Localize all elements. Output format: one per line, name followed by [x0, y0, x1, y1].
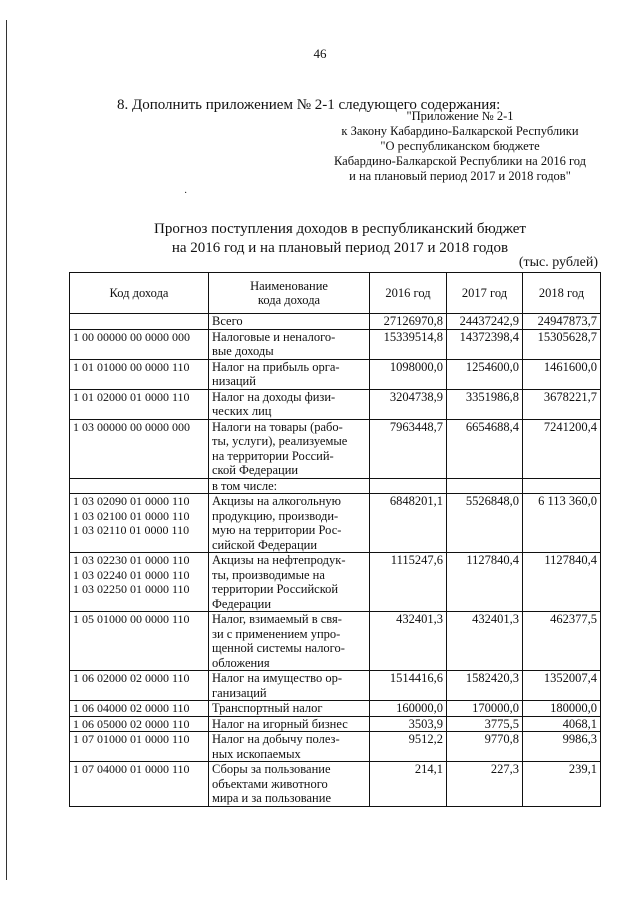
amount-2016: 6848201,1: [370, 494, 447, 553]
table-row: [70, 478, 601, 494]
table-row: [70, 359, 601, 389]
amount-2017: 9770,8: [447, 732, 523, 762]
amendment-intro: 8. Дополнить приложением № 2-1 следующего содержания:: [117, 97, 501, 113]
title-line: на 2016 год и на плановый период 2017 и 2018 годов: [171, 240, 509, 256]
table-row: [70, 671, 601, 701]
income-code-cell: [70, 732, 209, 762]
appendix-note-line: к Закону Кабардино-Балкарской Республики: [341, 124, 579, 138]
income-code-cell: [70, 716, 209, 732]
header-name-line: Наименование: [250, 278, 328, 293]
income-code-cell: [70, 419, 209, 478]
income-code: 1 00 00000 00 0000 000: [73, 329, 190, 344]
income-name-line: Налог на доходы физи-: [212, 389, 336, 404]
income-name-cell: [209, 494, 370, 553]
income-name-cell: [209, 389, 370, 419]
income-name-line: на территории Россий-: [212, 448, 334, 463]
amount-2016: 27126970,8: [370, 314, 447, 330]
income-code: 1 06 05000 02 0000 110: [73, 716, 190, 731]
amount-2018: 6 113 360,0: [523, 494, 601, 553]
amount-2018: 15305628,7: [523, 329, 601, 359]
amount-2018: 1352007,4: [523, 671, 601, 701]
income-name-cell: [209, 732, 370, 762]
amount-2016: 432401,3: [370, 612, 447, 671]
income-code: 1 03 02250 01 0000 110: [73, 582, 190, 596]
table-row: [70, 732, 601, 762]
amount-2016: 1514416,6: [370, 671, 447, 701]
amount-2016: 214,1: [370, 762, 447, 807]
income-name-line: Федерации: [212, 596, 272, 611]
income-name-cell: [209, 671, 370, 701]
appendix-note: [320, 109, 600, 184]
income-name-line: продукцию, производи-: [212, 508, 339, 523]
appendix-note-line: "Приложение № 2-1: [406, 109, 514, 123]
amount-2018: 1461600,0: [523, 359, 601, 389]
table-body: [70, 314, 601, 807]
income-name-cell: [209, 762, 370, 807]
header-name: [209, 273, 370, 314]
income-name-cell: [209, 329, 370, 359]
income-forecast-table: [69, 272, 601, 807]
table-row: [70, 612, 601, 671]
income-name-line: Налог на добычу полез-: [212, 732, 340, 746]
amount-2017: 170000,0: [447, 701, 523, 717]
income-name-line: щенной системы налого-: [212, 641, 345, 655]
header-2018: 2018 год: [523, 273, 601, 314]
income-code-cell: [70, 314, 209, 330]
income-name-line: Налог на игорный бизнес: [212, 716, 348, 731]
income-name-line: ты, производимые на: [212, 567, 325, 582]
amount-2017: 24437242,9: [447, 314, 523, 330]
document-title: [80, 220, 600, 258]
income-name-cell: [209, 701, 370, 717]
amount-2017: 3775,5: [447, 716, 523, 732]
income-name-cell: [209, 612, 370, 671]
appendix-note-line: Кабардино-Балкарской Республики на 2016 год: [333, 154, 587, 168]
income-name-cell: [209, 419, 370, 478]
amount-2017: 14372398,4: [447, 329, 523, 359]
table-row: [70, 389, 601, 419]
amount-2018: 4068,1: [523, 716, 601, 732]
title-line: Прогноз поступления доходов в республиканский бюджет: [154, 221, 526, 237]
income-code-cell: [70, 701, 209, 717]
units-label: (тыс. рублей): [518, 255, 598, 270]
amount-2016: 1098000,0: [370, 359, 447, 389]
income-code-cell: [70, 389, 209, 419]
income-name-line: территории Российской: [212, 582, 339, 596]
table-header-row: [70, 273, 601, 314]
amount-2016: 1115247,6: [370, 553, 447, 612]
income-code: 1 03 02110 01 0000 110: [73, 523, 190, 537]
income-code: 1 01 02000 01 0000 110: [73, 389, 190, 404]
income-name-line: Акцизы на нефтепродук-: [212, 553, 346, 567]
amount-2017: 432401,3: [447, 612, 523, 671]
page-number: 46: [313, 46, 327, 61]
stray-mark: ·: [184, 188, 188, 199]
income-name-line: Акцизы на алкогольную: [212, 494, 342, 508]
table-row: [70, 419, 601, 478]
income-name-cell: [209, 359, 370, 389]
income-code: 1 06 04000 02 0000 110: [73, 701, 190, 715]
income-code: 1 05 01000 00 0000 110: [73, 612, 190, 626]
income-code: 1 07 01000 01 0000 110: [73, 732, 190, 746]
income-name-line: Всего: [212, 314, 243, 328]
income-name-cell: [209, 716, 370, 732]
income-name-line: низаций: [212, 374, 256, 388]
header-2017: 2017 год: [447, 273, 523, 314]
appendix-note-line: "О республиканском бюджете: [380, 139, 540, 153]
income-code: 1 03 02230 01 0000 110: [73, 553, 190, 567]
income-name-cell: [209, 314, 370, 330]
income-name-line: Транспортный налог: [212, 701, 323, 715]
income-name-line: ных ископаемых: [212, 746, 301, 761]
income-name-line: Налог, взимаемый в свя-: [212, 612, 342, 626]
income-code-cell: [70, 671, 209, 701]
amount-2018: 1127840,4: [523, 553, 601, 612]
income-code: 1 03 02090 01 0000 110: [73, 494, 190, 508]
income-code-cell: [70, 612, 209, 671]
table-row: [70, 494, 601, 553]
table-row: [70, 553, 601, 612]
amount-2016: 3204738,9: [370, 389, 447, 419]
income-name-line: зи с применением упро-: [212, 626, 341, 641]
amount-2018: 462377,5: [523, 612, 601, 671]
amount-2018: 7241200,4: [523, 419, 601, 478]
income-code-cell: [70, 359, 209, 389]
amount-2016: 3503,9: [370, 716, 447, 732]
amount-2017: 227,3: [447, 762, 523, 807]
amount-2016: 7963448,7: [370, 419, 447, 478]
table-row: [70, 329, 601, 359]
income-code-cell: [70, 478, 209, 494]
amount-2017: [447, 478, 523, 494]
amount-2018: 24947873,7: [523, 314, 601, 330]
header-2016: 2016 год: [370, 273, 447, 314]
income-name-line: объектами животного: [212, 776, 328, 791]
amount-2017: 1582420,3: [447, 671, 523, 701]
amount-2017: 5526848,0: [447, 494, 523, 553]
amount-2018: 9986,3: [523, 732, 601, 762]
income-name-line: сийской Федерации: [212, 537, 318, 552]
amount-2016: 160000,0: [370, 701, 447, 717]
scan-edge-line: [6, 20, 7, 880]
amount-2018: 239,1: [523, 762, 601, 807]
amount-2017: 1254600,0: [447, 359, 523, 389]
income-code: 1 03 00000 00 0000 000: [73, 419, 190, 434]
income-code-cell: [70, 553, 209, 612]
income-name-line: ской Федерации: [212, 463, 299, 477]
income-code-cell: [70, 329, 209, 359]
appendix-note-line: и на плановый период 2017 и 2018 годов": [349, 169, 571, 183]
income-name-line: Налоги на товары (рабо-: [212, 419, 343, 434]
amount-2018: [523, 478, 601, 494]
income-code: 1 01 01000 00 0000 110: [73, 359, 190, 374]
amount-2016: 9512,2: [370, 732, 447, 762]
table-row: [70, 716, 601, 732]
amount-2018: 180000,0: [523, 701, 601, 717]
income-name-cell: [209, 478, 370, 494]
table-row: [70, 762, 601, 807]
table-row: [70, 314, 601, 330]
income-name-line: Налог на имущество ор-: [212, 671, 342, 685]
income-name-line: мую на территории Рос-: [212, 523, 342, 537]
income-name-line: Сборы за пользование: [212, 762, 331, 776]
amount-2016: 15339514,8: [370, 329, 447, 359]
income-name-line: обложения: [212, 655, 270, 670]
income-name-line: ческих лиц: [212, 404, 272, 418]
income-name-cell: [209, 553, 370, 612]
amount-2017: 1127840,4: [447, 553, 523, 612]
income-name-line: ты, услуги), реализуемые: [212, 434, 348, 448]
income-name-line: мира и за пользование: [212, 791, 331, 805]
table-row: [70, 701, 601, 717]
income-name-line: в том числе:: [212, 478, 278, 493]
income-name-line: ганизаций: [212, 685, 267, 700]
amount-2017: 6654688,4: [447, 419, 523, 478]
income-code-cell: [70, 494, 209, 553]
header-name-line: кода дохода: [257, 293, 321, 307]
income-name-line: Налог на прибыль орга-: [212, 359, 340, 374]
income-code: 1 03 02240 01 0000 110: [73, 567, 190, 582]
amount-2018: 3678221,7: [523, 389, 601, 419]
amount-2017: 3351986,8: [447, 389, 523, 419]
income-name-line: вые доходы: [212, 344, 274, 358]
income-code: 1 03 02100 01 0000 110: [73, 508, 190, 523]
header-code: Код дохода: [70, 273, 209, 314]
income-name-line: Налоговые и неналого-: [212, 329, 336, 344]
income-code: 1 07 04000 01 0000 110: [73, 762, 190, 776]
income-code: 1 06 02000 02 0000 110: [73, 671, 190, 685]
amount-2016: [370, 478, 447, 494]
income-code-cell: [70, 762, 209, 807]
